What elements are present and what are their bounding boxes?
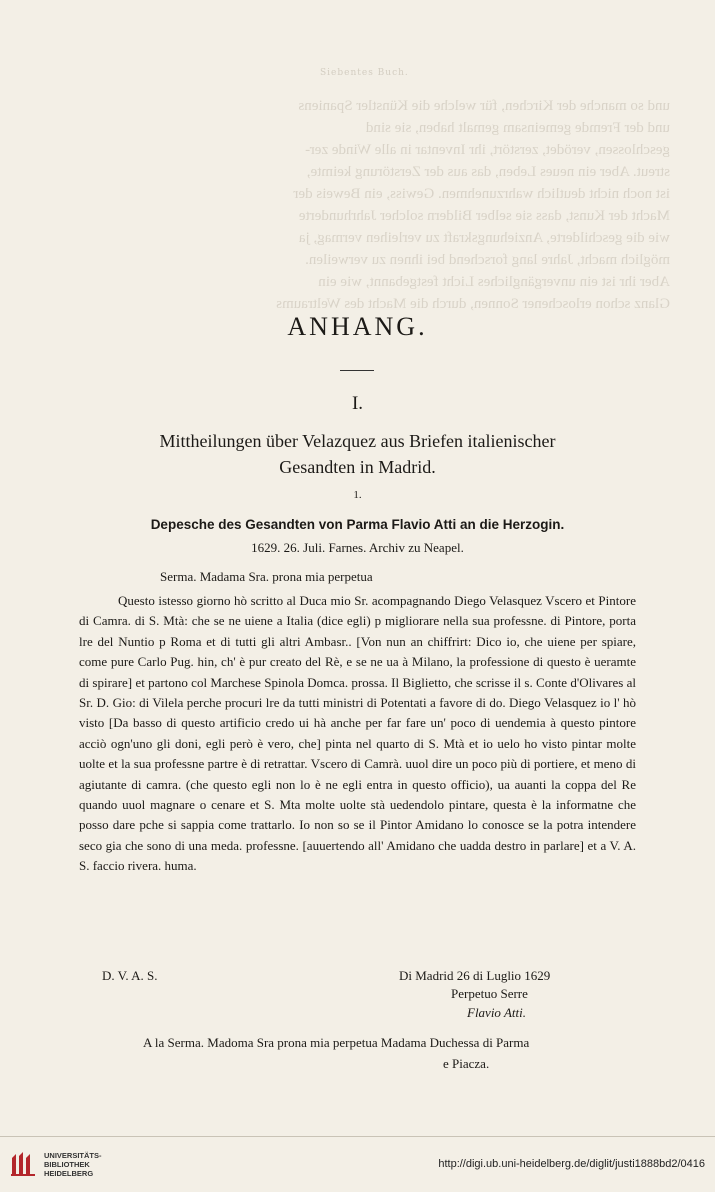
- permalink-url[interactable]: http://digi.ub.uni-heidelberg.de/diglit/justi1888bd2/0416: [438, 1158, 705, 1170]
- bleed-through-text: [70, 95, 670, 395]
- library-name-line-2: BIBLIOTHEK: [44, 1160, 90, 1169]
- signatory-name: Flavio Atti.: [467, 1004, 526, 1020]
- salutation: Serma. Madama Sra. prona mia perpetua: [160, 569, 373, 584]
- place-date: Di Madrid 26 di Luglio 1629: [399, 968, 551, 983]
- subtitle-line-2: Gesandten in Madrid.: [279, 457, 436, 477]
- bleed-line: ist noch nicht deutlich wahrzunehmen. Gewiss, ein Beweis der: [293, 186, 670, 202]
- bleed-line: Glanz schon erloschener Sonnen, durch die Macht des Weltraums: [276, 296, 670, 312]
- university-library-logo-icon: [8, 1148, 38, 1178]
- library-name-line-1: UNIVERSITÄTS-: [44, 1151, 102, 1160]
- bleed-line: geschlossen, verödet, zerstört, ihr Inventar in alle Winde zer-: [305, 142, 670, 158]
- footer-divider: [0, 1136, 715, 1137]
- letter-paragraph: Questo istesso giorno hò scritto al Duca mio Sr. acompagnando Diego Velasquez Vscero et Pintore di Camra. di S. Mtà: che se ne uiene a Italia (dice egli) p migliorare nella sua professne. di Pintore, porta lre del Nuntio p Roma et di tutti gli altri Ambasr.. [Von nun an chiffrirt: Dico io, che uiene per spiare, come pure Carlo Pug. hin, ch' è pur creato del Rè, e se ne ua à Milano, la professione di questo è ueramte di spirare] et partono col Marchese Spinola Domca. prossa. Il Biglietto, che scrisse il s. Conte d'Olivares al Sr. D. Gio: di Vilela perche procuri lre da tutti ministri di Potentati a favore di do. Diego Velasquez io l' hò visto [Da basso di questo artificio credo ui hà anche per far fare un' poco di uendemia à questo pintore acciò ogn'uno gli doni, egli però è vero, che] pinta nel quarto di S. Mtà et io uelo ho visto pintar molte uolte et la sua professne partre è di retrattar. Vscero di Camrà. uuol dire un poco più di portiere, et meno di agiutante di camra. (che questo egli non lo è ne egli entra in questo officio), ua auanti la coppa del Re quando uuol magnare o cenare et S. Mta molte uolte stà uedendolo pintare, questa è la informatne che posso dare pche si sappia come trattarlo. Io non so se il Pintor Amidano lo conosce se la potra intendere seco gia che sono di una meda. professne. [auuertendo all' Amidano che uadda destro in parlare] et a V. A. S. faccio rivera. huma.: [79, 593, 636, 874]
- subtitle-line-1: Mittheilungen über Velazquez aus Briefen italienischer: [159, 431, 556, 451]
- document-title: Depesche des Gesandten von Parma Flavio Atti an die Herzogin.: [150, 517, 565, 532]
- bleed-line: Macht der Kunst, dass sie selber Bildern solcher Jahrhunderte: [298, 208, 670, 224]
- page-title: ANHANG.: [287, 312, 428, 341]
- bleed-through-header: Siebentes Buch.: [320, 68, 409, 78]
- address-line-2: e Piacza.: [443, 1056, 490, 1071]
- signature-block: [399, 968, 639, 1023]
- bleed-line: und der Fremde gemeinsam gemalt haben, sie sind: [365, 120, 670, 136]
- document-date-source: 1629. 26. Juli. Farnes. Archiv zu Neapel.: [251, 540, 464, 555]
- bleed-line: und so manche der Kirchen, für welche die Künstler Spaniens: [298, 98, 670, 114]
- document-number: 1.: [353, 489, 362, 501]
- section-numeral: I.: [351, 393, 364, 414]
- bleed-line: Aber ihr ist ein unvergängliches Licht festgebannt, wie ein: [318, 274, 670, 290]
- section-subtitle: [0, 428, 715, 480]
- bleed-line: streut. Aber ein neues Leben, das aus der Zerstörung keimte,: [306, 164, 670, 180]
- library-name: [44, 1151, 102, 1178]
- bleed-line: möglich macht, Jahre lang forschend bei ihnen zu verweilen.: [305, 252, 670, 268]
- letter-body: [79, 591, 636, 877]
- title-rule: [340, 370, 374, 371]
- library-name-line-3: HEIDELBERG: [44, 1169, 94, 1178]
- address-line-1: A la Serma. Madoma Sra prona mia perpetua Madama Duchessa di Parma: [143, 1035, 530, 1050]
- closing-abbrev: D. V. A. S.: [102, 968, 158, 983]
- address-line: [143, 1032, 643, 1074]
- closing-formula: Perpetuo Serre: [451, 986, 528, 1002]
- bleed-line: wie die geschilderte, Anziehungskraft zu verleihen vermag, ja: [298, 230, 670, 246]
